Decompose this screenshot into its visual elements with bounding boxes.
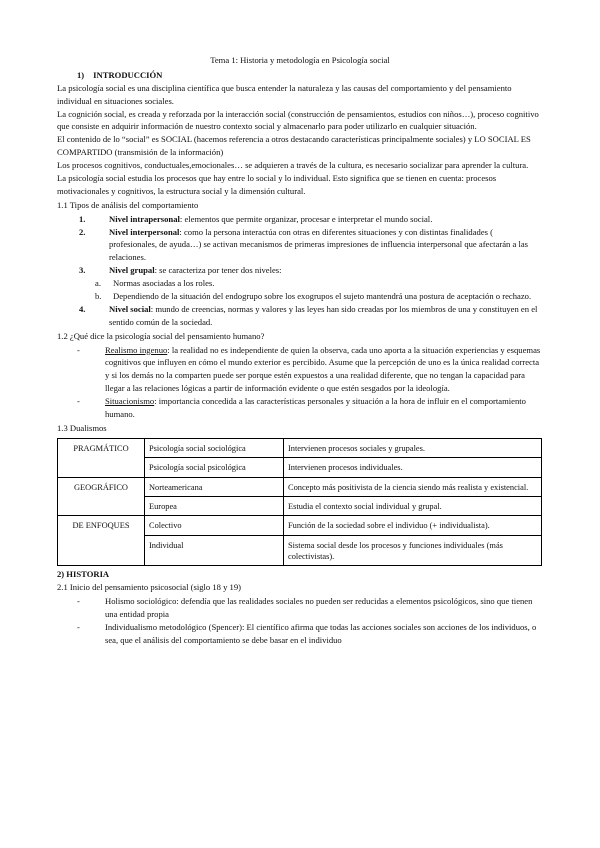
subsection-heading-2-1: 2.1 Inicio del pensamiento psicosocial (siglo 18 y 19) — [57, 582, 242, 593]
list-item — [57, 226, 543, 265]
item-text: : la realidad no es independiente de quien la observa, cada uno aporta a la situación experiencias y esquemas cognitivos que influyen en cómo el mundo exterior es percibido. Asume que la percepción de uno es la única realidad correcta y si los demás no la comparten puede ser porque estén expuestos a una realidad diferente, que no tengan la capacidad para llegar a las relaciones lógicas a partir de información evidente o que estén sesgados por la ideología. — [105, 344, 541, 394]
table-desc-cell: Intervienen procesos individuales. — [284, 458, 542, 477]
sub-list-item — [57, 277, 543, 290]
dualisms-table — [57, 438, 542, 566]
intro-paragraph: La psicología social estudia los procesos que hay entre lo social y lo individual. Esto significa que se tienen en cuenta: procesos motivacionales y cognitivos, la estructura social y la dimensión cultural. — [57, 173, 497, 196]
list-item — [57, 303, 543, 329]
intro-paragraph: El contenido de lo “social” es SOCIAL (hacemos referencia a otros destacando características principalmente sociales) y LO SOCIAL ES COMPARTIDO (transmisión de la información) — [57, 134, 531, 158]
list-number: 3. — [79, 265, 86, 276]
table-desc-cell: Función de la sociedad sobre el individuo (+ individualista). — [284, 516, 542, 535]
table-row — [58, 516, 542, 535]
dash-marker: - — [77, 621, 80, 632]
table-row — [58, 477, 542, 496]
intro-paragraph: La cognición social, es creada y reforzada por la interacción social (construcción de pensamientos, estudios con niños…), proceso cognitivo que consiste en adquirir información de nuestro contexto social y almacenarlo para poder utilizarlo en cualquier situación. — [57, 108, 539, 132]
history-list — [57, 595, 543, 647]
list-item — [57, 344, 543, 396]
analysis-levels-list — [57, 213, 543, 329]
list-number: 2. — [79, 226, 86, 237]
item-text: : como la persona interactúa con otras en diferentes situaciones y con distintas finalidades ( profesionales, de ayuda…) se activan mecanismos de primeras impresiones de influencia interpersonal que afectarán a las relaciones. — [109, 226, 529, 263]
document-title: Tema 1: Historia y metodología en Psicología social — [210, 55, 390, 65]
item-text: : elementos que permite organizar, procesar e interpretar el mundo social. — [179, 213, 433, 224]
table-label-cell: Colectivo — [145, 516, 284, 535]
table-label-cell: Psicología social psicológica — [145, 458, 284, 477]
list-item — [57, 395, 543, 421]
list-item — [57, 621, 543, 647]
list-item — [57, 213, 543, 226]
table-desc-cell: Concepto más positivista de la ciencia siendo más realista y existencial. — [284, 477, 542, 496]
section-number: 1) — [77, 69, 85, 80]
intro-paragraph: La psicología social es una disciplina científica que busca entender la naturaleza y las causas del comportamiento y del pensamiento individual en situaciones sociales. — [57, 82, 512, 106]
item-term: Nivel interpersonal — [109, 226, 180, 237]
item-text: : mundo de creencias, normas y valores y las leyes han sido creadas por los miembros de una y constituyen en el sentido común de la sociedad. — [109, 303, 538, 327]
sub-list-marker: b. — [95, 291, 102, 302]
list-number: 1. — [79, 213, 86, 224]
table-group-cell: GEOGRÁFICO — [58, 477, 145, 516]
section-heading-introduccion — [57, 69, 543, 82]
dash-marker: - — [77, 396, 80, 407]
list-number: 4. — [79, 303, 86, 314]
item-text: Individualismo metodológico (Spencer): El científico afirma que todas las acciones sociales son acciones de los individuos, o sea, que el análisis del comportamiento se debe basar en el individuo — [105, 621, 537, 645]
document-content — [57, 54, 543, 647]
table-label-cell: Europea — [145, 496, 284, 515]
group-level-sublist — [57, 277, 543, 303]
item-term: Nivel intrapersonal — [109, 213, 180, 224]
sub-list-marker: a. — [95, 278, 101, 289]
table-group-cell: DE ENFOQUES — [58, 516, 145, 566]
item-term: Realismo ingenuo — [105, 344, 168, 355]
human-thought-list — [57, 344, 543, 421]
table-desc-cell: Estudia el contexto social individual y grupal. — [284, 496, 542, 515]
table-label-cell: Individual — [145, 535, 284, 566]
table-desc-cell: Sistema social desde los procesos y funciones individuales (más colectivistas). — [284, 535, 542, 566]
sub-item-text: Normas asociadas a los roles. — [113, 278, 215, 289]
intro-paragraph: Los procesos cognitivos, conductuales,emocionales… se adquieren a través de la cultura, es necesario socializar para aprender la cultura. — [57, 160, 529, 171]
sub-item-text: Dependiendo de la situación del endogrupo sobre los exogrupos el sujeto mantendrá una postura de aceptación o rechazo. — [113, 291, 532, 302]
table-group-cell: PRAGMÁTICO — [58, 438, 145, 477]
list-item — [57, 264, 543, 303]
item-text: Holismo sociológico: defendía que las realidades sociales no pueden ser reducidas a elementos psicológicos, sino que tienen una entidad propia — [105, 596, 533, 619]
item-term: Nivel social — [109, 303, 151, 314]
item-text: : se caracteriza por tener dos niveles: — [154, 265, 282, 276]
section-heading-historia: 2) HISTORIA — [57, 569, 110, 580]
item-text: : importancia concedida a las características personales y situación a la hora de influir en el comportamiento humano. — [105, 396, 526, 420]
table-label-cell: Norteamericana — [145, 477, 284, 496]
list-item — [57, 595, 543, 621]
subsection-heading-1-2: 1.2 ¿Qué dice la psicología social del pensamiento humano? — [57, 330, 265, 341]
item-term: Situacionismo — [105, 396, 155, 407]
sub-list-item — [57, 290, 543, 303]
table-desc-cell: Intervienen procesos sociales y grupales. — [284, 438, 542, 457]
subsection-heading-1-1: 1.1 Tipos de análisis del comportamiento — [57, 199, 199, 210]
subsection-heading-1-3: 1.3 Dualismos — [57, 422, 107, 433]
table-row — [58, 438, 542, 457]
table-label-cell: Psicología social sociológica — [145, 438, 284, 457]
dash-marker: - — [77, 596, 80, 607]
item-term: Nivel grupal — [109, 265, 155, 276]
dash-marker: - — [77, 344, 80, 355]
section-heading-label: INTRODUCCIÓN — [93, 69, 163, 80]
